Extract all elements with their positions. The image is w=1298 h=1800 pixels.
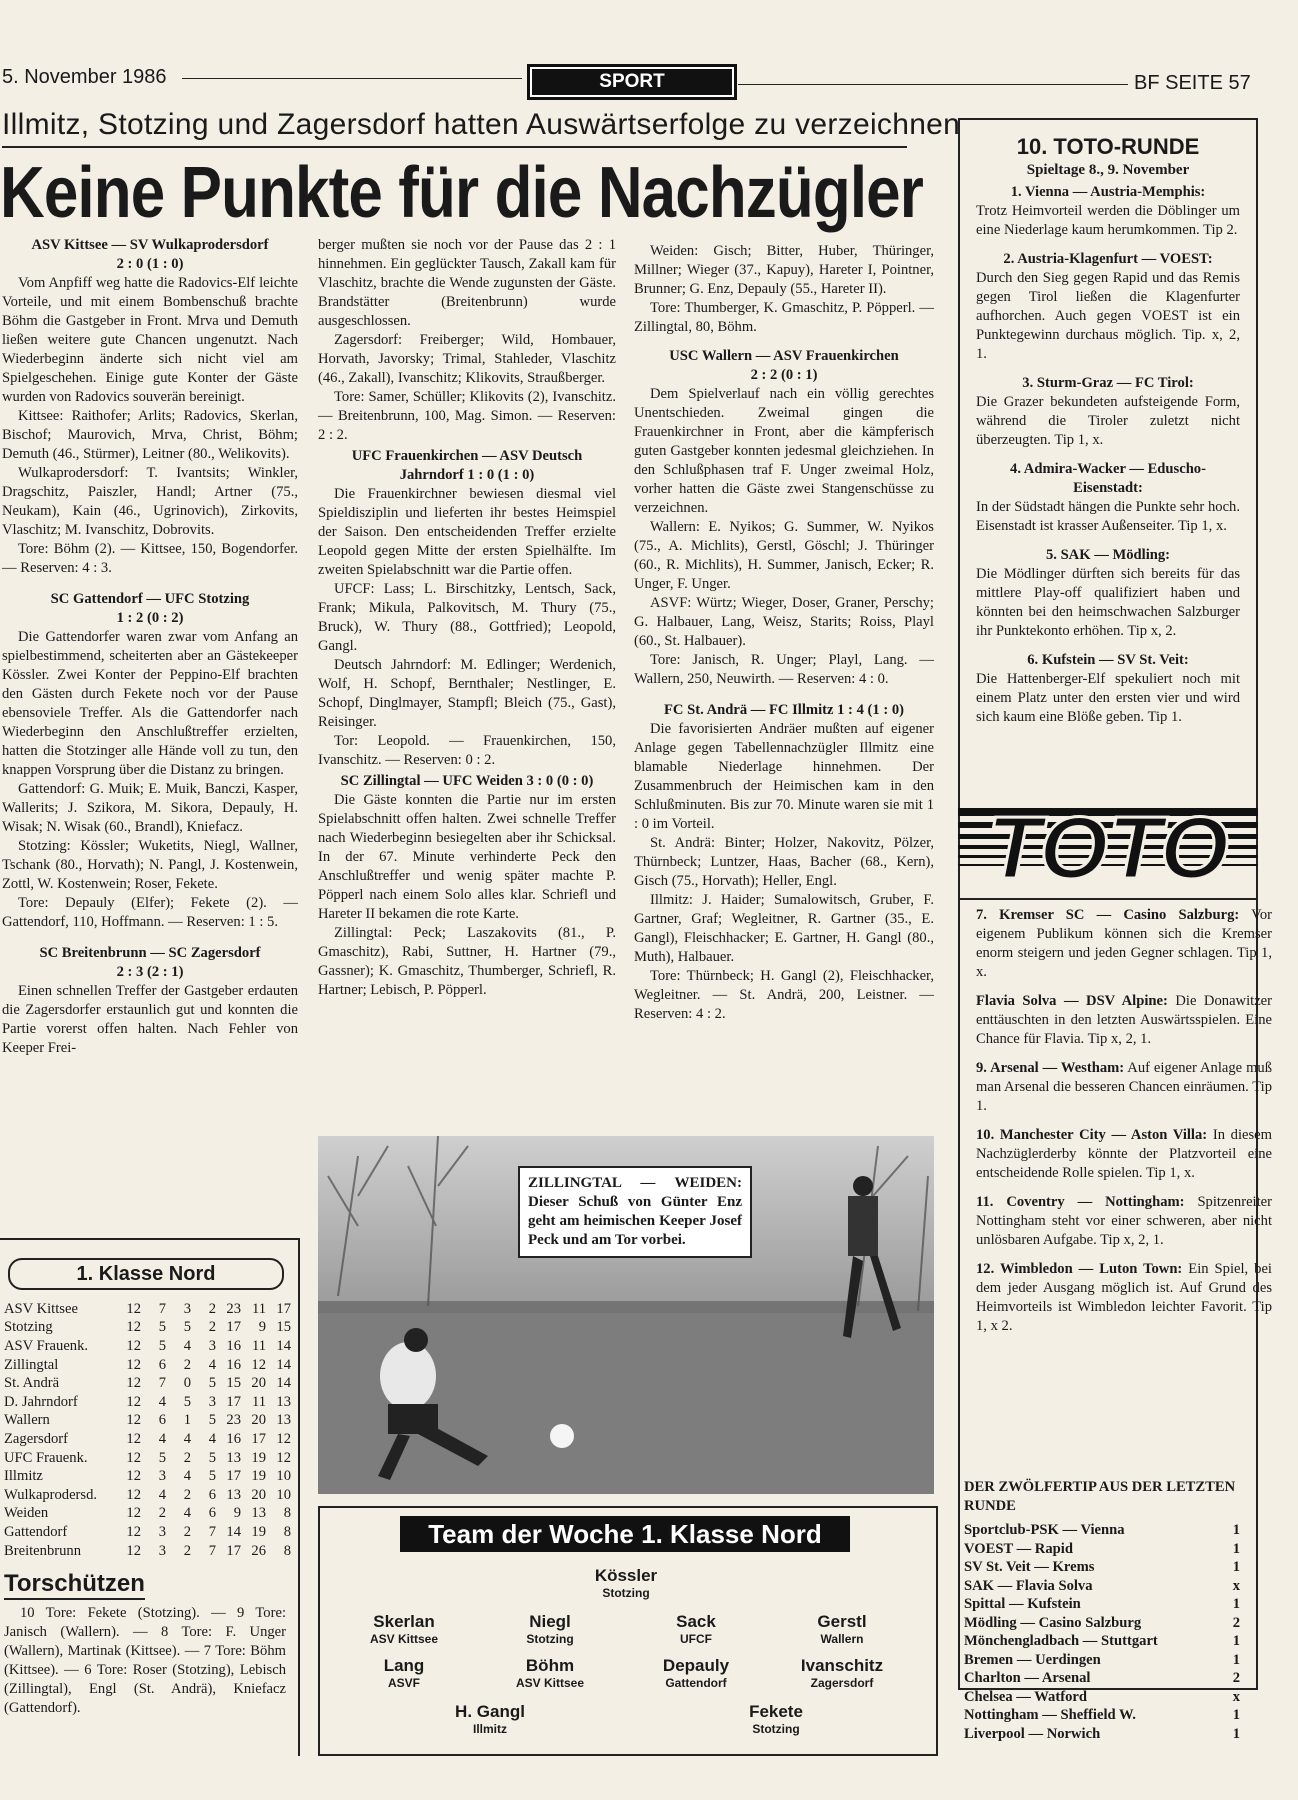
match-report: Vom Anpfiff weg hatte die Radovics-Elf leichte Vorteile, und mit einem Bombenschuß brachte Böhm die Gastgeber in Front. Mrva und Demuth ließen weitere gute Chancen ungenutzt. Nach Wiederbeginn änderte sich nicht viel am Spielgeschehen. Einige gute Konter der Gäste wurden von Radovics souverän bereinigt.	[2, 275, 298, 405]
stat-cell: 2	[208, 1300, 216, 1317]
tip-text: Auf eigener Anlage muß man Arsenal die besseren Chancen einräumen. Tip 1.	[976, 1060, 1273, 1114]
lineup: ASVF: Würtz; Wieger, Doser, Graner, Perschy; G. Halbauer, Lang, Weisz, Starits; Roiss, Playl (60., St. Halbauer).	[634, 595, 934, 649]
tip-head: 3. Sturm-Graz — FC Tirol:	[1022, 375, 1194, 391]
stat-cell: 5	[208, 1449, 216, 1466]
article-column-1	[2, 236, 298, 1058]
lineup: Kittsee: Raithofer; Arlits; Radovics, Skerlan, Bischof; Maurovich, Mrva, Christ, Böhm; Demuth (46., Stürmer), Leitner (80., Welikovits).	[2, 408, 298, 462]
standings-row	[4, 1542, 291, 1561]
zwoelfertip-row	[964, 1651, 1240, 1670]
toto-tips-2	[960, 906, 1288, 1346]
stat-cell: 5	[208, 1412, 216, 1429]
stat-cell: 3	[208, 1337, 216, 1354]
standings-row	[4, 1523, 291, 1542]
stat-cell: 6	[158, 1356, 166, 1373]
stat-cell: 13	[226, 1486, 241, 1503]
player-midfielder	[334, 1656, 474, 1690]
stat-cell: 8	[283, 1523, 291, 1540]
zwoelfertip-row	[964, 1595, 1240, 1614]
player-club: Illmitz	[472, 1722, 507, 1736]
header-rule-left	[182, 78, 522, 79]
tip-value: 1	[1232, 1559, 1240, 1575]
player-defender	[772, 1612, 912, 1646]
standings-row	[4, 1300, 291, 1319]
player-forward	[706, 1702, 846, 1736]
standings-row	[4, 1319, 291, 1338]
stat-cell: 11	[251, 1337, 266, 1354]
zwoelfertip-row	[964, 1632, 1240, 1651]
toto-tip	[976, 183, 1240, 240]
tip-value: 1	[1232, 1633, 1240, 1649]
zwoelfertip-row	[964, 1706, 1240, 1725]
stat-cell: 11	[251, 1393, 266, 1410]
article-column-3	[634, 242, 934, 1024]
zwoelfertip-row	[964, 1669, 1240, 1688]
tip-head: 2. Austria-Klagenfurt — VOEST:	[1003, 251, 1213, 267]
stat-cell: 17	[276, 1300, 291, 1317]
lineup: Zagersdorf: Freiberger; Wild, Hombauer, Horvath, Javorsky; Trimal, Stahleder, Vlaschitz (46., Zakall), Ivanschitz; Klikovits, Straußberger.	[318, 332, 616, 386]
team-of-week-title: Team der Woche 1. Klasse Nord	[400, 1516, 850, 1552]
player-forward	[420, 1702, 560, 1736]
toto-tip	[976, 460, 1240, 536]
player-club: Stotzing	[526, 1632, 574, 1646]
stat-cell: 2	[208, 1319, 216, 1336]
team-name: Breitenbrunn	[4, 1542, 82, 1559]
stat-cell: 20	[251, 1486, 266, 1503]
team-name: Wulkaprodersd.	[4, 1486, 98, 1503]
player-club: ASV Kittsee	[515, 1676, 585, 1690]
stat-cell: 9	[258, 1319, 266, 1336]
stat-cell: 12	[126, 1449, 141, 1466]
section-label: SPORT	[527, 64, 737, 100]
team-name: Zillingtal	[4, 1356, 59, 1373]
photo-caption: ZILLINGTAL — WEIDEN: Dieser Schuß von Günter Enz geht am heimischen Keeper Josef Peck und am Tor vorbei.	[518, 1166, 752, 1258]
tip-text: Vor eigenem Publikum können sich die Kremser enorm steigern und jeden Gegner schlagen. Tip 1, x.	[976, 907, 1272, 980]
match-score: 2 : 3 (2 : 1)	[116, 964, 184, 980]
stat-cell: 14	[276, 1337, 291, 1354]
stat-cell: 5	[208, 1375, 216, 1392]
stat-cell: 12	[126, 1337, 141, 1354]
zwoelfertip-row	[964, 1558, 1240, 1577]
kicker: Illmitz, Stotzing und Zagersdorf hatten Auswärtserfolge zu verzeichnen	[2, 108, 961, 141]
player-defender	[480, 1612, 620, 1646]
goals-line: Tore: Böhm (2). — Kittsee, 150, Bogendorfer. — Reserven: 4 : 3.	[2, 541, 298, 576]
match-heading: USC Wallern — ASV Frauenkirchen	[669, 348, 899, 364]
kicker-rule	[2, 146, 907, 148]
toto-tip	[976, 250, 1240, 364]
lineup: Wallern: E. Nyikos; G. Summer, W. Nyikos (75., A. Michlits), Gerstl, Göschl; J. Thüringer (60., R. Michlits), H. Summer, Janisch, Ecker; R. Unger, F. Unger.	[634, 519, 934, 592]
standings-title: 1. Klasse Nord	[8, 1258, 284, 1290]
stat-cell: 12	[126, 1300, 141, 1317]
tip-head: 12. Wimbledon — Luton Town:	[976, 1261, 1183, 1277]
standings-row	[4, 1486, 291, 1505]
player-goalkeeper	[556, 1566, 696, 1600]
team-name: UFC Frauenk.	[4, 1449, 88, 1466]
match-report: Dem Spielverlauf nach ein völlig gerechtes Unentschieden. Zweimal gingen die Frauenkirchner in Front, aber die kämpferisch guten Gastgeber konnten jedesmal gleichziehen. In den Schlußphasen traf F. Unger zweimal Holz, vorher hatten die Gäste zwei Stangenschüsse zu verzeichnen.	[634, 386, 934, 516]
stat-cell: 4	[183, 1468, 191, 1485]
lineup: Zillingtal: Peck; Laszakovits (81., P. Gmaschitz), Rabi, Suttner, H. Hartner (79., Gassner); K. Gmaschitz, Thumberger, Schriefl, R. Hartner; Lebisch, P. Pöpperl.	[318, 925, 616, 998]
tip-match: Sportclub-PSK — Vienna	[964, 1522, 1125, 1538]
tip-match: SAK — Flavia Solva	[964, 1577, 1093, 1594]
tip-head: 11. Coventry — Nottingham:	[976, 1194, 1185, 1210]
player-name: Niegl	[529, 1612, 571, 1631]
stat-cell: 17	[226, 1542, 241, 1559]
stat-cell: 5	[183, 1393, 191, 1410]
zwoelfertip-row	[964, 1540, 1240, 1559]
stat-cell: 4	[208, 1356, 216, 1373]
stat-cell: 14	[226, 1523, 241, 1540]
match-report: Die favorisierten Andräer mußten auf eigener Anlage gegen Tabellennachzügler Illmitz eine blamable Niederlage hinnehmen. Der Zusammenbruch der Heimischen kam in den Schlußminuten. Bis zur 70. Minute waren sie mit 1 : 0 im Vorteil.	[634, 721, 934, 832]
toto-tip	[976, 1260, 1272, 1336]
toto-tips	[960, 183, 1256, 727]
standings-row	[4, 1412, 291, 1431]
stat-cell: 26	[251, 1542, 266, 1559]
divider	[958, 898, 1258, 900]
player-midfielder	[626, 1656, 766, 1690]
stat-cell: 4	[158, 1393, 166, 1410]
tip-value: 1	[1232, 1596, 1240, 1612]
stat-cell: 8	[283, 1505, 291, 1522]
match-report: Die Frauenkirchner bewiesen diesmal viel Spieldisziplin und lieferten ihr bestes Heimspiel der Saison. Den entscheidenden Treffer erzielte Leopold gegen Mitte der ersten Spielhälfte. Im zweiten Spielabschnitt war die Partie offen.	[318, 486, 616, 578]
stat-cell: 7	[208, 1523, 216, 1540]
lineup: Weiden: Gisch; Bitter, Huber, Thüringer, Millner; Wieger (37., Kapuy), Hareter I, Pointner, Brunner; G. Enz, Depauly (55., Hareter II).	[634, 243, 934, 297]
stat-cell: 16	[226, 1337, 241, 1354]
player-club: UFCF	[680, 1632, 712, 1646]
tip-match: Liverpool — Norwich	[964, 1725, 1101, 1742]
scorers-title: Torschützen	[4, 1570, 145, 1600]
stat-cell: 14	[276, 1356, 291, 1373]
headline: Keine Punkte für die Nachzügler	[0, 153, 923, 233]
stat-cell: 2	[183, 1486, 191, 1503]
stat-cell: 4	[158, 1486, 166, 1503]
stat-cell: 17	[226, 1468, 241, 1485]
stat-cell: 2	[183, 1523, 191, 1540]
tip-match: Charlton — Arsenal	[964, 1670, 1091, 1686]
zwoelfertip-row	[964, 1688, 1240, 1707]
standings-row	[4, 1337, 291, 1356]
toto-tip	[976, 546, 1240, 641]
tip-value: 1	[1232, 1725, 1240, 1742]
tip-match: Chelsea — Watford	[964, 1688, 1087, 1705]
tip-head: Flavia Solva — DSV Alpine:	[976, 993, 1168, 1009]
stat-cell: 12	[126, 1412, 141, 1429]
standings-row	[4, 1356, 291, 1375]
toto-title: 10. TOTO-RUNDE	[1016, 134, 1200, 159]
player-name: H. Gangl	[455, 1702, 525, 1721]
goals-line: Tore: Samer, Schüller; Klikovits (2), Ivanschitz. — Breitenbrunn, 100, Mag. Simon. — Reserven: 2 : 2.	[318, 389, 616, 443]
stat-cell: 12	[251, 1356, 266, 1373]
player-name: Kössler	[594, 1566, 658, 1585]
tip-text: Trotz Heimvorteil werden die Döblinger um eine Niederlage kaum herumkommen. Tip 2.	[976, 203, 1240, 238]
standings-row	[4, 1449, 291, 1468]
page-number: BF SEITE 57	[1134, 72, 1251, 94]
stat-cell: 17	[251, 1430, 266, 1447]
stat-cell: 20	[251, 1375, 266, 1392]
tip-value: x	[1232, 1577, 1240, 1594]
tip-value: x	[1232, 1688, 1240, 1705]
toto-tip	[976, 1193, 1272, 1250]
stat-cell: 8	[283, 1542, 291, 1559]
player-midfielder	[480, 1656, 620, 1690]
stat-cell: 4	[158, 1430, 166, 1447]
tip-text: Ein Spiel, bei dem jeder Ausgang möglich ist. Auf Grund des Heimvorteils ist Wimbledon leichter Favorit. Tip 1, x 2.	[976, 1261, 1272, 1334]
stat-cell: 0	[183, 1375, 191, 1392]
stat-cell: 4	[183, 1430, 191, 1447]
tip-head: 1. Vienna — Austria-Memphis:	[1010, 184, 1206, 200]
match-score: 2 : 2 (0 : 1)	[750, 367, 818, 383]
goals-line: Tore: Depauly (Elfer); Fekete (2). — Gattendorf, 110, Hoffmann. — Reserven: 1 : 5.	[2, 895, 298, 930]
stat-cell: 13	[251, 1505, 266, 1522]
tip-text: Spitzenreiter Nottingham steht vor einer schweren, aber nicht unlösbaren Aufgabe. Tip x, 2, 1.	[976, 1194, 1272, 1248]
stat-cell: 6	[208, 1486, 216, 1503]
stat-cell: 3	[158, 1468, 166, 1485]
stat-cell: 15	[276, 1319, 291, 1336]
zwoelfertip-row	[964, 1577, 1240, 1596]
player-club: Stotzing	[602, 1586, 650, 1600]
team-name: St. Andrä	[4, 1375, 60, 1392]
player-name: Lang	[383, 1656, 425, 1675]
team-name: Gattendorf	[4, 1523, 68, 1540]
standings-table	[4, 1300, 291, 1560]
issue-date: 5. November 1986	[2, 66, 167, 88]
stat-cell: 17	[226, 1319, 241, 1336]
player-club: Gattendorf	[665, 1676, 727, 1690]
player-name: Sack	[676, 1612, 716, 1631]
stat-cell: 4	[183, 1337, 191, 1354]
stat-cell: 1	[183, 1412, 191, 1429]
tip-value: 1	[1232, 1707, 1240, 1723]
tip-text: In diesem Nachzüglerderby könnte der Platzvorteil eine entscheidende Rolle spielen. Tip 1, x.	[976, 1127, 1272, 1181]
stat-cell: 9	[233, 1505, 241, 1522]
stat-cell: 15	[226, 1375, 241, 1392]
stat-cell: 16	[226, 1430, 241, 1447]
match-heading: ASV Kittsee — SV Wulkaprodersdorf	[31, 237, 269, 253]
tip-text: Die Grazer bekundeten aufsteigende Form, während die Tiroler zuletzt nicht überzeugten. Tip 1, x.	[976, 394, 1240, 448]
lineup: UFCF: Lass; L. Birschitzky, Lentsch, Sack, Frank; Mikula, Palkovitsch, M. Thury (75., Bruck), W. Thury (88., Gottfried); Leopold, Gangl.	[318, 581, 616, 654]
stat-cell: 12	[126, 1319, 141, 1336]
stat-cell: 10	[276, 1468, 291, 1485]
player-club: ASVF	[387, 1676, 420, 1690]
match-heading: SC Breitenbrunn — SC Zagersdorf	[39, 945, 261, 961]
toto-tip	[976, 906, 1272, 982]
player-name: Depauly	[662, 1656, 730, 1675]
standings-row	[4, 1374, 291, 1393]
team-name: Stotzing	[4, 1319, 53, 1336]
toto-tip	[976, 374, 1240, 450]
stat-cell: 3	[158, 1523, 166, 1540]
tip-value: 2	[1232, 1614, 1240, 1631]
player-midfielder	[772, 1656, 912, 1690]
tip-match: Spittal — Kufstein	[964, 1596, 1081, 1612]
stat-cell: 12	[126, 1486, 141, 1503]
stat-cell: 6	[208, 1505, 216, 1522]
tip-match: Nottingham — Sheffield W.	[964, 1707, 1136, 1723]
match-heading: FC St. Andrä — FC Illmitz 1 : 4 (1 : 0)	[664, 702, 904, 718]
stat-cell: 5	[158, 1337, 166, 1354]
tip-head: 5. SAK — Mödling:	[1045, 547, 1171, 563]
stat-cell: 4	[183, 1505, 191, 1522]
player-name: Böhm	[525, 1656, 575, 1675]
stat-cell: 12	[126, 1430, 141, 1447]
stat-cell: 7	[208, 1542, 216, 1559]
stat-cell: 12	[126, 1375, 141, 1392]
toto-logo-text: TOTO	[987, 798, 1229, 888]
player-club: Zagersdorf	[810, 1676, 874, 1690]
team-name: D. Jahrndorf	[4, 1393, 78, 1410]
zwoelfertip-title: DER ZWÖLFERTIP AUS DER LETZTEN RUNDE	[964, 1479, 1236, 1514]
team-name: Weiden	[4, 1505, 49, 1522]
scorers-list: 10 Tore: Fekete (Stotzing). — 9 Tore: Janisch (Wallern). — 8 Tore: F. Unger (Wallern), Martinak (Kittsee). — 7 Tore: Böhm (Kittsee). — 6 Tore: Roser (Stotzing), Lebisch (Zillingtal), Engl (St. Andrä), Kniefacz (Gattendorf).	[4, 1605, 286, 1716]
scorers-text	[4, 1604, 286, 1718]
stat-cell: 20	[251, 1412, 266, 1429]
stat-cell: 19	[251, 1468, 266, 1485]
stat-cell: 16	[226, 1356, 241, 1373]
player-name: Ivanschitz	[800, 1656, 884, 1675]
standings-row	[4, 1467, 291, 1486]
match-score: 1 : 2 (0 : 2)	[116, 610, 184, 626]
team-name: Illmitz	[4, 1468, 43, 1485]
lineup: St. Andrä: Binter; Holzer, Nakovitz, Pölzer, Thürnbeck; Luntzer, Haas, Bacher (68., Kern), Gisch (75., Horvath); Heller, Engl.	[634, 835, 934, 889]
tip-text: Die Hattenberger-Elf spekuliert noch mit einem Platz unter den ersten vier und wird sich kaum eine Blöße geben. Tip 1.	[976, 671, 1240, 725]
goals-line: Tore: Thumberger, K. Gmaschitz, P. Pöpperl. — Zillingtal, 80, Böhm.	[634, 300, 934, 335]
tip-match: Mönchengladbach — Stuttgart	[964, 1633, 1158, 1649]
match-report: berger mußten sie noch vor der Pause das 2 : 1 hinnehmen. Ein geglückter Tausch, Zakall kam für Vlaschitz, brachte die Wende zugunsten der Gäste. Brandstätter (Breitenbrunn) wurde ausgeschlossen.	[318, 237, 616, 329]
tip-match: Bremen — Uerdingen	[964, 1651, 1101, 1668]
header-rule-right	[738, 84, 1128, 85]
stat-cell: 3	[158, 1542, 166, 1559]
stat-cell: 3	[208, 1393, 216, 1410]
stat-cell: 14	[276, 1375, 291, 1392]
lineup: Deutsch Jahrndorf: M. Edlinger; Werdenich, Wolf, H. Schopf, Bernthaler; Nestlinger, E. Schopf, Dinglmayer, Stampfl; Bleich (75., Gast), Reisinger.	[318, 657, 616, 730]
tip-head: 9. Arsenal — Westham:	[976, 1060, 1125, 1076]
stat-cell: 7	[158, 1375, 166, 1392]
stat-cell: 2	[183, 1449, 191, 1466]
toto-logo	[958, 798, 1258, 888]
tip-match: Mödling — Casino Salzburg	[964, 1614, 1142, 1631]
match-score: 2 : 0 (1 : 0)	[116, 256, 184, 272]
lineup: Stotzing: Kössler; Wuketits, Niegl, Wallner, Tschank (80., Horvath); N. Pangl, J. Kostenwein, Zottl, W. Kostenwein; Roser, Fekete.	[2, 838, 298, 892]
standings-row	[4, 1393, 291, 1412]
standings-row	[4, 1505, 291, 1524]
zwoelfertip-row	[964, 1725, 1240, 1744]
stat-cell: 5	[183, 1319, 191, 1336]
stat-cell: 2	[183, 1356, 191, 1373]
stat-cell: 12	[126, 1393, 141, 1410]
goals-line: Tore: Thürnbeck; H. Gangl (2), Fleischhacker, Wegleitner. — St. Andrä, 200, Leistner. — Reserven: 4 : 2.	[634, 968, 934, 1022]
stat-cell: 4	[208, 1430, 216, 1447]
stat-cell: 12	[276, 1430, 291, 1447]
goals-line: Tor: Leopold. — Frauenkirchen, 150, Ivanschitz. — Reserven: 0 : 2.	[318, 733, 616, 768]
stat-cell: 13	[226, 1449, 241, 1466]
stat-cell: 7	[158, 1300, 166, 1317]
team-name: Wallern	[4, 1412, 50, 1429]
stat-cell: 12	[276, 1449, 291, 1466]
stat-cell: 23	[226, 1412, 241, 1429]
stat-cell: 5	[208, 1468, 216, 1485]
toto-tip	[976, 651, 1240, 727]
player-defender	[334, 1612, 474, 1646]
tip-match: SV St. Veit — Krems	[964, 1559, 1095, 1575]
player-name: Skerlan	[373, 1612, 435, 1631]
stat-cell: 6	[158, 1412, 166, 1429]
stat-cell: 17	[226, 1393, 241, 1410]
toto-tip	[976, 992, 1272, 1049]
lineup: Wulkaprodersdorf: T. Ivantsits; Winkler, Dragschitz, Paiszler, Handl; Artner (75., Neukam), Kain (46., Ugrinovich), Zirkovits, Vlaschitz; M. Ivanschitz, Dobrovits.	[2, 465, 298, 538]
team-name: ASV Kittsee	[4, 1300, 78, 1317]
lineup: Illmitz: J. Haider; Sumalowitsch, Gruber, F. Gartner, Graf; Wegleitner, R. Gartner (35., E. Gangl), Fleischhacker; E. Gartner, H. Gangl (80., Muth), Halbauer.	[634, 892, 934, 965]
tip-text: Die Donawitzer enttäuschten in den letzten Auswärtsspielen. Eine Chance für Flavia. Tip x, 2, 1.	[976, 993, 1273, 1047]
player-club: Wallern	[820, 1632, 864, 1646]
stat-cell: 12	[126, 1523, 141, 1540]
tip-head: 6. Kufstein — SV St. Veit:	[1027, 652, 1189, 668]
stat-cell: 12	[126, 1542, 141, 1559]
zwoelfertip-row	[964, 1614, 1240, 1633]
stat-cell: 12	[126, 1356, 141, 1373]
match-report: Die Gattendorfer waren zwar vom Anfang an spielbestimmend, scheiterten aber an Gästekeeper Kössler. Zwei Konter der Peppino-Elf brachten den Gästen durch Fekete noch vor der Pause ebensoviele Treffer. Als die Gattendorfer nach Wiederbeginn den Anschlußtreffer erzielten, hatten die Stotzinger alle Hände voll zu tun, den knappen Vorsprung über die Distanz zu bringen.	[2, 629, 298, 778]
match-heading: SC Gattendorf — UFC Stotzing	[50, 591, 250, 607]
player-name: Fekete	[749, 1702, 803, 1721]
goals-line: Tore: Janisch, R. Unger; Playl, Lang. — Wallern, 250, Neuwirth. — Reserven: 4 : 0.	[634, 652, 934, 687]
stat-cell: 23	[226, 1300, 241, 1317]
toto-subtitle: Spieltage 8., 9. November	[1026, 162, 1190, 178]
match-heading: UFC Frauenkirchen — ASV Deutsch Jahrndorf 1 : 0 (1 : 0)	[351, 448, 583, 483]
match-report: Einen schnellen Treffer der Gastgeber erdauten die Zagersdorfer erstaunlich gut und konnten die Partie vorerst offen halten. Nach Fehler von Keeper Frei-	[2, 983, 298, 1056]
stat-cell: 19	[251, 1523, 266, 1540]
toto-tip	[976, 1126, 1272, 1183]
tip-value: 1	[1232, 1540, 1240, 1557]
tip-match: VOEST — Rapid	[964, 1540, 1073, 1557]
tip-head: 10. Manchester City — Aston Villa:	[976, 1127, 1208, 1143]
standings-row	[4, 1430, 291, 1449]
player-club: ASV Kittsee	[369, 1632, 439, 1646]
tip-text: In der Südstadt hängen die Punkte sehr hoch. Eisenstadt ist krasser Außenseiter. Tip 1, x.	[976, 499, 1240, 534]
tip-head: 7. Kremser SC — Casino Salzburg:	[976, 907, 1240, 923]
toto-panel	[958, 118, 1258, 1690]
stat-cell: 19	[251, 1449, 266, 1466]
player-club: Stotzing	[752, 1722, 800, 1736]
stat-cell: 11	[251, 1300, 266, 1317]
player-name: Gerstl	[817, 1612, 867, 1631]
stat-cell: 5	[158, 1319, 166, 1336]
zwoelfertip-row	[964, 1521, 1240, 1540]
stat-cell: 13	[276, 1393, 291, 1410]
toto-tip	[976, 1059, 1272, 1116]
tip-value: 2	[1232, 1670, 1240, 1686]
lineup: Gattendorf: G. Muik; E. Muik, Banczi, Kasper, Wallerits; J. Szikora, M. Sikora, Depauly, H. Wisak; N. Wisak (60., Brandl), Kniefacz.	[2, 781, 298, 835]
stat-cell: 3	[183, 1300, 191, 1317]
match-report: Die Gäste konnten die Partie nur im ersten Spielabschnitt offen halten. Zwei schnelle Treffer nach Wiederbeginn besiegelten aber ihr Schicksal. In der 67. Minute verhinderte Peck den Anschlußtreffer und wenig später machte P. Pöpperl nach einem Solo alles klar. Schriefl und Hareter II bekamen die rote Karte.	[318, 792, 616, 922]
team-name: Zagersdorf	[4, 1430, 69, 1447]
stat-cell: 12	[126, 1468, 141, 1485]
tip-head: 4. Admira-Wacker — Eduscho-Eisenstadt:	[1010, 461, 1206, 496]
team-name: ASV Frauenk.	[4, 1337, 89, 1354]
stat-cell: 12	[126, 1505, 141, 1522]
stat-cell: 5	[158, 1449, 166, 1466]
stat-cell: 10	[276, 1486, 291, 1503]
player-defender	[626, 1612, 766, 1646]
stat-cell: 13	[276, 1412, 291, 1429]
stat-cell: 2	[158, 1505, 166, 1522]
tip-text: Durch den Sieg gegen Rapid und das Remis gegen Tirol ließen die Klagenfurter aufhorchen. Auch gegen VOEST ist ein Punktegewinn durchaus möglich. Tip. x, 2, 1.	[976, 270, 1240, 362]
stat-cell: 2	[183, 1542, 191, 1559]
tip-text: Die Mödlinger dürften sich bereits für das mittlere Play-off qualifiziert haben und könnten bei den heimschwachen Salzburger ihr Punktekonto erhöhen. Tip x, 2.	[976, 566, 1240, 639]
tip-value: 1	[1232, 1522, 1240, 1538]
tip-value: 1	[1232, 1651, 1240, 1668]
zwoelfertip-list	[964, 1521, 1240, 1743]
article-column-2	[318, 236, 616, 1000]
match-heading: SC Zillingtal — UFC Weiden 3 : 0 (0 : 0)	[340, 773, 594, 789]
